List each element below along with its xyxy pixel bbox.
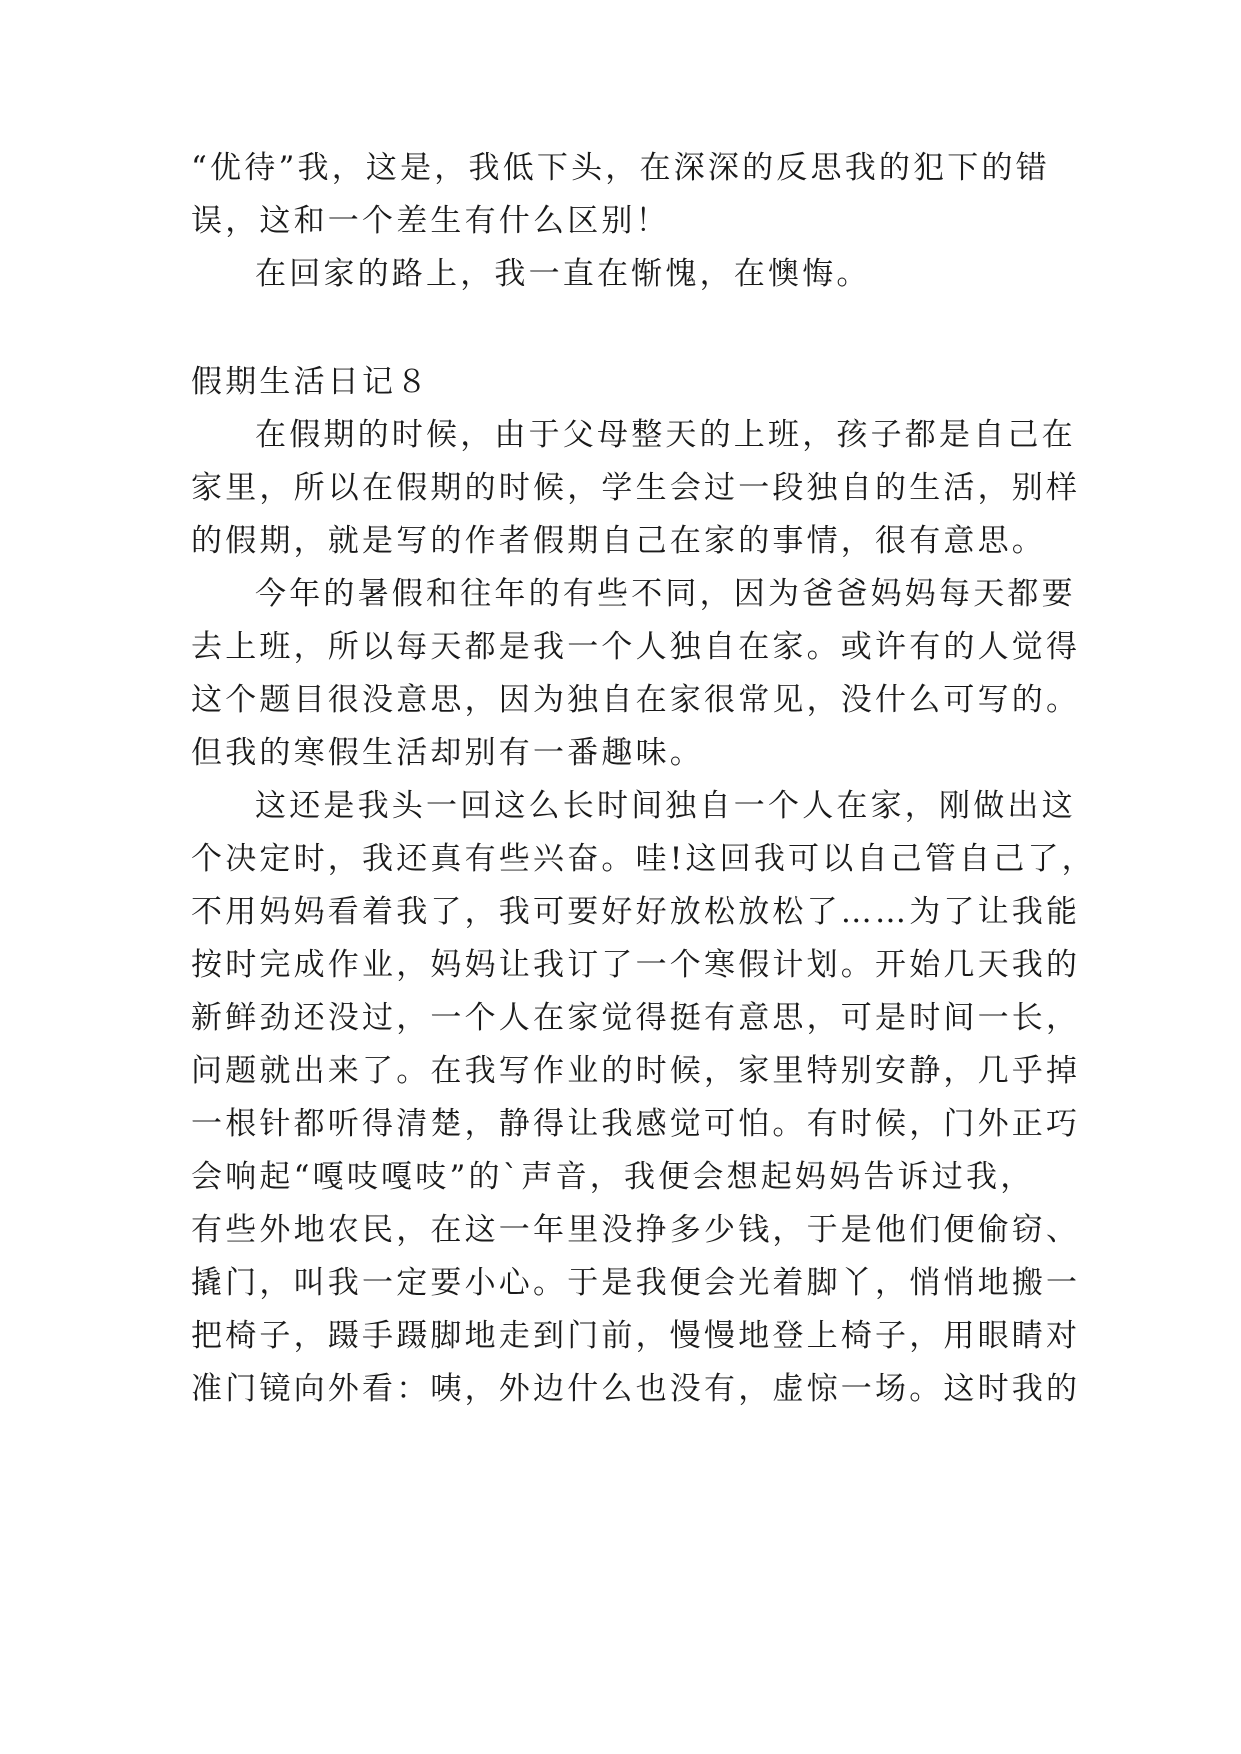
paragraph-line: 撬门，叫我一定要小心。于是我便会光着脚丫，悄悄地搬一 (191, 1265, 1081, 1301)
paragraph-line: 去上班，所以每天都是我一个人独自在家。或许有的人觉得 (191, 629, 1081, 665)
paragraph-line: 的假期，就是写的作者假期自己在家的事情，很有意思。 (191, 523, 1046, 559)
paragraph-line: 在假期的时候，由于父母整天的上班，孩子都是自己在 (255, 417, 1076, 453)
paragraph-line: 今年的暑假和往年的有些不同，因为爸爸妈妈每天都要 (255, 576, 1076, 612)
paragraph-line: 误，这和一个差生有什么区别！ (191, 203, 670, 239)
paragraph-line: “优待”我，这是，我低下头，在深深的反思我的犯下的错 (191, 150, 1050, 186)
paragraph-line: 不用妈妈看着我了，我可要好好放松放松了……为了让我能 (191, 894, 1081, 930)
paragraph-line: 按时完成作业，妈妈让我订了一个寒假计划。开始几天我的 (191, 947, 1081, 983)
paragraph-line: 但我的寒假生活却别有一番趣味。 (191, 735, 704, 771)
paragraph-line: 这个题目很没意思，因为独自在家很常见，没什么可写的。 (191, 682, 1081, 718)
paragraph-line: 一根针都听得清楚，静得让我感觉可怕。有时候，门外正巧 (191, 1106, 1081, 1142)
paragraph-line: 问题就出来了。在我写作业的时候，家里特别安静，几乎掉 (191, 1053, 1081, 1089)
paragraph-line: 会响起“嘎吱嘎吱”的`声音，我便会想起妈妈告诉过我， (191, 1159, 1035, 1195)
paragraph-line: 准门镜向外看：咦，外边什么也没有，虚惊一场。这时我的 (191, 1371, 1081, 1407)
paragraph-line: 有些外地农民，在这一年里没挣多少钱，于是他们便偷窃、 (191, 1212, 1081, 1248)
paragraph-line: 在回家的路上，我一直在惭愧，在懊悔。 (255, 256, 871, 292)
paragraph-line: 新鲜劲还没过，一个人在家觉得挺有意思，可是时间一长， (191, 1000, 1081, 1036)
section-heading: 假期生活日记８ (191, 364, 431, 400)
paragraph-line: 这还是我头一回这么长时间独自一个人在家，刚做出这 (255, 788, 1076, 824)
paragraph-line: 家里，所以在假期的时候，学生会过一段独自的生活，别样 (191, 470, 1081, 506)
paragraph-line: 个决定时，我还真有些兴奋。哇!这回我可以自己管自己了， (191, 841, 1096, 877)
paragraph-line: 把椅子，蹑手蹑脚地走到门前，慢慢地登上椅子，用眼睛对 (191, 1318, 1081, 1354)
